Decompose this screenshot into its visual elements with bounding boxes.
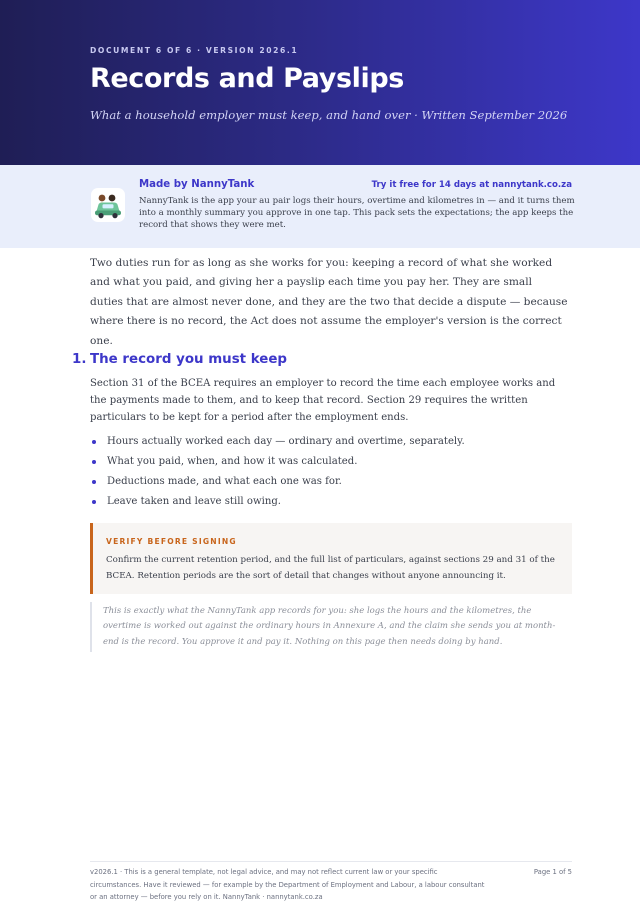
car-with-people-icon [91, 188, 125, 222]
list-item [90, 432, 572, 452]
bullet-icon [92, 480, 96, 484]
records-list [90, 432, 572, 512]
list-item-text: What you paid, when, and how it was calculated. [107, 456, 358, 467]
list-item-text: Deductions made, and what each one was for. [107, 476, 342, 487]
callout-text: Confirm the current retention period, and the full list of particulars, against sections 29 and 31 of the BCEA. Retention periods are the sort of detail that changes without anyone announcing it. [106, 555, 555, 581]
section-title: The record you must keep [90, 352, 288, 367]
bullet-icon [92, 460, 96, 464]
app-description: NannyTank is the app your au pair logs their hours, overtime and kilometres in — and it turns them into a monthly summary you approve in one tap. This pack sets the expectations; the app keeps the record that shows they were met. [139, 196, 575, 230]
verify-callout [90, 523, 572, 594]
page-title: Records and Payslips [90, 63, 404, 94]
intro-paragraph: Two duties run for as long as she works for you: keeping a record of what she worked and what you paid, and giving her a payslip each time you pay her. They are small duties that are almost never done, and they are the two that decide a dispute — because where there is no record, the Act does not assume the employer's version is the correct one. [90, 257, 568, 347]
list-item [90, 492, 572, 512]
free-trial-link[interactable]: Try it free for 14 days at nannytank.co.za [371, 180, 572, 190]
document-eyebrow: DOCUMENT 6 OF 6 · VERSION 2026.1 [90, 46, 299, 55]
page-number: Page 1 of 5 [533, 868, 572, 876]
page-subtitle: What a household employer must keep, and hand over · Written September 2026 [90, 108, 568, 122]
bullet-icon [92, 500, 96, 504]
header-banner [0, 0, 640, 165]
app-note [90, 602, 572, 652]
footer-divider [90, 861, 572, 862]
section-heading [72, 352, 287, 367]
made-by-label: Made by NannyTank [139, 179, 255, 190]
callout-label: VERIFY BEFORE SIGNING [106, 537, 237, 546]
list-item [90, 472, 572, 492]
list-item-text: Leave taken and leave still owing. [107, 496, 281, 507]
bullet-icon [92, 440, 96, 444]
list-item-text: Hours actually worked each day — ordinary and overtime, separately. [107, 436, 465, 447]
section-number: 1. [72, 352, 87, 367]
app-note-text: This is exactly what the NannyTank app records for you: she logs the hours and the kilometres, the overtime is worked out against the ordinary hours in Annexure A, and the claim she sends you at month-end is the record. You approve it and pay it. Nothing on this page then needs doing by hand. [103, 606, 556, 647]
list-item [90, 452, 572, 472]
section-body: Section 31 of the BCEA requires an employer to record the time each employee works and the payments made to them, and to keep that record. Section 29 requires the written particulars to be kept for a period after the employment ends. [90, 378, 556, 423]
footer-disclaimer: v2026.1 · This is a general template, not legal advice, and may not reflect current law or your specific circumstances. Have it reviewed — for example by the Department of Employment and Labour, a labour consultant or an attorney — before you rely on it. NannyTank · nannytank.co.za [90, 868, 485, 901]
